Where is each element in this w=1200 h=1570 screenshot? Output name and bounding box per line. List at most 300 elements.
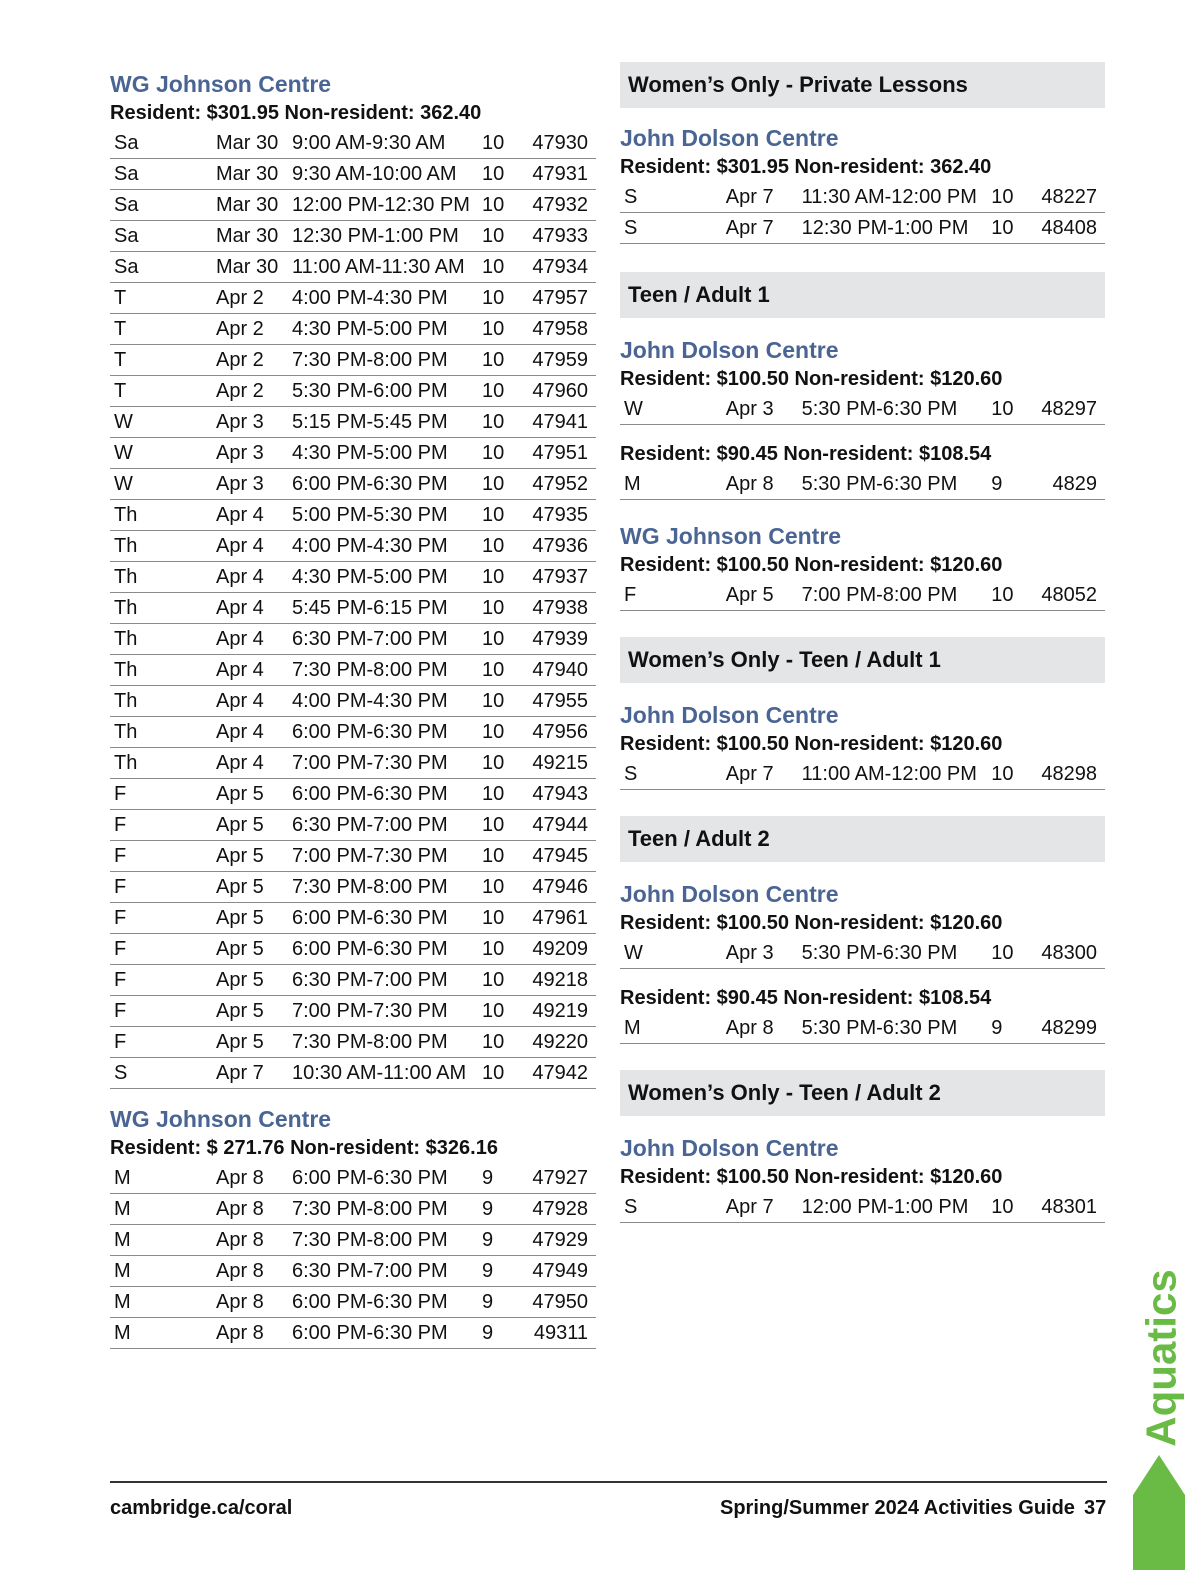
- day-cell: Sa: [114, 162, 139, 185]
- venue-heading: WG Johnson Centre: [110, 71, 332, 97]
- table-row: [110, 1163, 596, 1194]
- date-cell: Apr 8: [725, 1016, 774, 1039]
- time-cell: 6:00 PM-6:30 PM: [292, 1321, 448, 1344]
- day-cell: F: [114, 1030, 127, 1053]
- spots-cell: 9: [482, 1197, 494, 1220]
- section-tab: [1140, 1270, 1184, 1446]
- spots-cell: 10: [482, 503, 505, 526]
- date-cell: Apr 4: [216, 720, 264, 743]
- time-cell: 11:30 AM-12:00 PM: [801, 185, 977, 208]
- day-cell: F: [114, 968, 127, 991]
- date-cell: Apr 2: [216, 317, 264, 340]
- day-cell: F: [114, 906, 127, 929]
- table-row: [110, 872, 596, 903]
- time-cell: 7:30 PM-8:00 PM: [292, 1030, 448, 1053]
- spots-cell: 10: [482, 131, 505, 154]
- code-cell: 47952: [532, 472, 588, 495]
- time-cell: 6:30 PM-7:00 PM: [292, 813, 448, 836]
- day-cell: M: [114, 1197, 131, 1220]
- spots-cell: 10: [991, 583, 1014, 606]
- day-cell: W: [624, 397, 643, 420]
- spots-cell: 10: [482, 410, 505, 433]
- day-cell: M: [114, 1166, 131, 1189]
- spots-cell: 10: [482, 193, 505, 216]
- spots-cell: 10: [482, 999, 505, 1022]
- table-row: [110, 810, 596, 841]
- date-cell: Apr 2: [216, 286, 264, 309]
- code-cell: 47956: [532, 720, 588, 743]
- day-cell: W: [114, 441, 133, 464]
- code-cell: 47943: [532, 782, 588, 805]
- venue-heading: John Dolson Centre: [620, 337, 839, 363]
- day-cell: W: [114, 472, 133, 495]
- time-cell: 9:00 AM-9:30 AM: [292, 131, 446, 154]
- table-row: [110, 779, 596, 810]
- table-row: [110, 562, 596, 593]
- time-cell: 11:00 AM-12:00 PM: [801, 762, 977, 785]
- code-cell: 47931: [532, 162, 588, 185]
- time-cell: 7:00 PM-8:00 PM: [801, 583, 958, 606]
- table-row: [110, 996, 596, 1027]
- table-row: [110, 531, 596, 562]
- date-cell: Apr 5: [216, 999, 264, 1022]
- date-cell: Apr 4: [216, 534, 264, 557]
- table-row: [620, 213, 1105, 244]
- table-row: [110, 128, 596, 159]
- code-cell: 47942: [532, 1061, 588, 1084]
- code-cell: 47951: [532, 441, 588, 464]
- day-cell: T: [114, 286, 127, 309]
- date-cell: Apr 4: [216, 503, 264, 526]
- code-cell: 49219: [532, 999, 588, 1022]
- table-row: [110, 593, 596, 624]
- spots-cell: 10: [482, 534, 505, 557]
- spots-cell: 10: [482, 317, 505, 340]
- code-cell: 49218: [532, 968, 588, 991]
- code-cell: 48298: [1041, 762, 1097, 785]
- table-row: [110, 841, 596, 872]
- table-row: [110, 345, 596, 376]
- day-cell: T: [114, 317, 127, 340]
- section-heading: Women’s Only - Teen / Adult 1: [620, 637, 1105, 683]
- code-cell: 47941: [532, 410, 588, 433]
- day-cell: M: [114, 1321, 131, 1344]
- spots-cell: 10: [482, 968, 505, 991]
- venue-heading: John Dolson Centre: [620, 881, 839, 907]
- schedule-table: [620, 580, 1105, 611]
- day-cell: Th: [114, 534, 138, 557]
- spots-cell: 10: [482, 472, 505, 495]
- time-cell: 12:30 PM-1:00 PM: [292, 224, 459, 247]
- fee-line: Resident: $301.95 Non-resident: 362.40: [110, 102, 482, 124]
- code-cell: 48297: [1041, 397, 1097, 420]
- day-cell: F: [114, 999, 127, 1022]
- day-cell: F: [114, 875, 127, 898]
- schedule-table: [620, 938, 1105, 969]
- footer-divider: [110, 1481, 1107, 1483]
- code-cell: 47961: [532, 906, 588, 929]
- code-cell: 47940: [532, 658, 588, 681]
- table-row: [110, 965, 596, 996]
- spots-cell: 10: [482, 844, 505, 867]
- date-cell: Apr 8: [216, 1166, 264, 1189]
- spots-cell: 10: [482, 596, 505, 619]
- table-row: [620, 469, 1105, 500]
- table-row: [110, 624, 596, 655]
- time-cell: 7:00 PM-7:30 PM: [292, 999, 448, 1022]
- day-cell: S: [624, 185, 638, 208]
- date-cell: Apr 7: [725, 1195, 774, 1218]
- date-cell: Apr 5: [216, 813, 264, 836]
- table-row: [110, 407, 596, 438]
- code-cell: 47950: [532, 1290, 588, 1313]
- day-cell: Th: [114, 627, 138, 650]
- section-heading: Women’s Only - Private Lessons: [620, 62, 1105, 108]
- spots-cell: 10: [482, 937, 505, 960]
- spots-cell: 10: [482, 627, 505, 650]
- date-cell: Apr 3: [216, 410, 264, 433]
- date-cell: Apr 5: [216, 937, 264, 960]
- table-row: [110, 1318, 596, 1349]
- time-cell: 5:15 PM-5:45 PM: [292, 410, 448, 433]
- time-cell: 9:30 AM-10:00 AM: [292, 162, 457, 185]
- code-cell: 47949: [532, 1259, 588, 1282]
- day-cell: S: [114, 1061, 128, 1084]
- date-cell: Apr 7: [216, 1061, 264, 1084]
- table-row: [620, 182, 1105, 213]
- spots-cell: 10: [482, 565, 505, 588]
- spots-cell: 10: [482, 162, 505, 185]
- time-cell: 7:30 PM-8:00 PM: [292, 1228, 448, 1251]
- table-row: [110, 1027, 596, 1058]
- date-cell: Apr 5: [216, 782, 264, 805]
- code-cell: 47936: [532, 534, 588, 557]
- spots-cell: 10: [482, 286, 505, 309]
- day-cell: M: [624, 1016, 641, 1039]
- spots-cell: 10: [482, 906, 505, 929]
- table-row: [110, 1225, 596, 1256]
- code-cell: 47934: [532, 255, 588, 278]
- time-cell: 12:30 PM-1:00 PM: [801, 216, 969, 239]
- spots-cell: 10: [991, 762, 1014, 785]
- tab-arrow-icon: [1133, 1455, 1185, 1570]
- date-cell: Apr 8: [725, 472, 774, 495]
- time-cell: 6:00 PM-6:30 PM: [292, 906, 448, 929]
- code-cell: 49209: [532, 937, 588, 960]
- time-cell: 5:30 PM-6:30 PM: [801, 941, 958, 964]
- day-cell: S: [624, 762, 638, 785]
- date-cell: Apr 4: [216, 596, 264, 619]
- spots-cell: 10: [991, 216, 1014, 239]
- left-column: [110, 0, 596, 1349]
- time-cell: 5:30 PM-6:30 PM: [801, 397, 958, 420]
- time-cell: 7:30 PM-8:00 PM: [292, 658, 448, 681]
- venue-heading: John Dolson Centre: [620, 1135, 839, 1161]
- code-cell: 47932: [532, 193, 588, 216]
- schedule-table: [110, 128, 596, 1089]
- section-tab-label: Aquatics: [1138, 1269, 1185, 1447]
- fee-line: Resident: $100.50 Non-resident: $120.60: [620, 1166, 1003, 1188]
- date-cell: Mar 30: [216, 131, 279, 154]
- date-cell: Apr 5: [216, 968, 264, 991]
- spots-cell: 10: [482, 751, 505, 774]
- section-heading: Teen / Adult 2: [620, 816, 1105, 862]
- table-row: [110, 1287, 596, 1318]
- table-row: [110, 903, 596, 934]
- schedule-table: [620, 394, 1105, 425]
- time-cell: 6:30 PM-7:00 PM: [292, 627, 448, 650]
- time-cell: 6:00 PM-6:30 PM: [292, 1166, 448, 1189]
- date-cell: Apr 4: [216, 627, 264, 650]
- code-cell: 47928: [532, 1197, 588, 1220]
- code-cell: 49220: [532, 1030, 588, 1053]
- code-cell: 47959: [532, 348, 588, 371]
- table-row: [620, 759, 1105, 790]
- date-cell: Apr 8: [216, 1290, 264, 1313]
- date-cell: Apr 2: [216, 348, 264, 371]
- date-cell: Apr 5: [216, 906, 264, 929]
- code-cell: 47939: [532, 627, 588, 650]
- date-cell: Apr 4: [216, 751, 264, 774]
- code-cell: 47957: [532, 286, 588, 309]
- time-cell: 6:00 PM-6:30 PM: [292, 782, 448, 805]
- spots-cell: 10: [482, 813, 505, 836]
- code-cell: 48301: [1041, 1195, 1097, 1218]
- code-cell: 49215: [532, 751, 588, 774]
- schedule-table: [620, 759, 1105, 790]
- fee-line: Resident: $301.95 Non-resident: 362.40: [620, 156, 992, 178]
- date-cell: Apr 3: [216, 472, 264, 495]
- code-cell: 48300: [1041, 941, 1097, 964]
- time-cell: 4:30 PM-5:00 PM: [292, 565, 448, 588]
- spots-cell: 10: [991, 941, 1014, 964]
- day-cell: S: [624, 216, 638, 239]
- table-row: [110, 376, 596, 407]
- fee-line: Resident: $100.50 Non-resident: $120.60: [620, 368, 1003, 390]
- time-cell: 10:30 AM-11:00 AM: [292, 1061, 467, 1084]
- fee-line: Resident: $90.45 Non-resident: $108.54: [620, 443, 992, 465]
- schedule-table: [620, 182, 1105, 244]
- code-cell: 47929: [532, 1228, 588, 1251]
- table-row: [620, 1192, 1105, 1223]
- spots-cell: 9: [482, 1321, 494, 1344]
- time-cell: 6:30 PM-7:00 PM: [292, 968, 448, 991]
- date-cell: Apr 5: [725, 583, 774, 606]
- code-cell: 47944: [532, 813, 588, 836]
- table-row: [110, 748, 596, 779]
- time-cell: 12:00 PM-12:30 PM: [292, 193, 470, 216]
- time-cell: 4:00 PM-4:30 PM: [292, 286, 448, 309]
- spots-cell: 9: [991, 472, 1003, 495]
- day-cell: M: [624, 472, 641, 495]
- time-cell: 5:30 PM-6:30 PM: [801, 472, 958, 495]
- spots-cell: 10: [482, 1030, 505, 1053]
- time-cell: 4:30 PM-5:00 PM: [292, 441, 448, 464]
- table-row: [110, 1194, 596, 1225]
- date-cell: Mar 30: [216, 193, 279, 216]
- code-cell: 49311: [533, 1321, 588, 1344]
- time-cell: 5:00 PM-5:30 PM: [292, 503, 448, 526]
- code-cell: 4829: [1052, 472, 1097, 495]
- date-cell: Apr 3: [725, 397, 774, 420]
- day-cell: Th: [114, 658, 138, 681]
- code-cell: 47927: [532, 1166, 588, 1189]
- time-cell: 7:30 PM-8:00 PM: [292, 875, 448, 898]
- table-row: [110, 655, 596, 686]
- table-row: [110, 934, 596, 965]
- fee-line: Resident: $ 271.76 Non-resident: $326.16: [110, 1137, 498, 1159]
- table-row: [110, 314, 596, 345]
- day-cell: Th: [114, 720, 138, 743]
- date-cell: Apr 2: [216, 379, 264, 402]
- date-cell: Apr 7: [725, 185, 774, 208]
- spots-cell: 10: [991, 397, 1014, 420]
- footer-url: cambridge.ca/coral: [110, 1497, 293, 1519]
- date-cell: Apr 7: [725, 216, 774, 239]
- venue-heading: WG Johnson Centre: [620, 523, 842, 549]
- footer-guide-title: Spring/Summer 2024 Activities Guide: [720, 1497, 1075, 1519]
- day-cell: M: [114, 1259, 131, 1282]
- schedule-table: [620, 1013, 1105, 1044]
- spots-cell: 10: [991, 1195, 1014, 1218]
- time-cell: 4:30 PM-5:00 PM: [292, 317, 448, 340]
- spots-cell: 10: [482, 875, 505, 898]
- day-cell: Sa: [114, 224, 139, 247]
- code-cell: 47960: [532, 379, 588, 402]
- table-row: [620, 938, 1105, 969]
- date-cell: Apr 4: [216, 658, 264, 681]
- section-heading: Women’s Only - Teen / Adult 2: [620, 1070, 1105, 1116]
- code-cell: 47935: [532, 503, 588, 526]
- code-cell: 47930: [532, 131, 588, 154]
- date-cell: Mar 30: [216, 255, 279, 278]
- code-cell: 47933: [532, 224, 588, 247]
- time-cell: 6:00 PM-6:30 PM: [292, 1290, 448, 1313]
- day-cell: T: [114, 348, 127, 371]
- day-cell: Th: [114, 596, 138, 619]
- table-row: [110, 469, 596, 500]
- date-cell: Apr 8: [216, 1228, 264, 1251]
- spots-cell: 10: [482, 348, 505, 371]
- spots-cell: 10: [482, 689, 505, 712]
- fee-line: Resident: $100.50 Non-resident: $120.60: [620, 733, 1003, 755]
- table-row: [110, 686, 596, 717]
- spots-cell: 10: [991, 185, 1014, 208]
- date-cell: Apr 7: [725, 762, 774, 785]
- schedule-table: [110, 1163, 596, 1349]
- day-cell: M: [114, 1290, 131, 1313]
- day-cell: F: [114, 813, 127, 836]
- date-cell: Apr 4: [216, 689, 264, 712]
- fee-line: Resident: $100.50 Non-resident: $120.60: [620, 912, 1003, 934]
- spots-cell: 9: [482, 1166, 494, 1189]
- table-row: [620, 394, 1105, 425]
- day-cell: Th: [114, 503, 138, 526]
- spots-cell: 9: [482, 1228, 494, 1251]
- date-cell: Apr 5: [216, 1030, 264, 1053]
- fee-line: Resident: $100.50 Non-resident: $120.60: [620, 554, 1003, 576]
- day-cell: T: [114, 379, 127, 402]
- table-row: [110, 1256, 596, 1287]
- day-cell: Sa: [114, 131, 139, 154]
- section-heading: Teen / Adult 1: [620, 272, 1105, 318]
- code-cell: 48408: [1041, 216, 1097, 239]
- code-cell: 47946: [532, 875, 588, 898]
- table-row: [110, 438, 596, 469]
- spots-cell: 10: [482, 441, 505, 464]
- day-cell: S: [624, 1195, 638, 1218]
- day-cell: W: [624, 941, 643, 964]
- table-row: [110, 190, 596, 221]
- time-cell: 4:00 PM-4:30 PM: [292, 689, 448, 712]
- day-cell: F: [114, 937, 127, 960]
- day-cell: M: [114, 1228, 131, 1251]
- spots-cell: 9: [482, 1290, 494, 1313]
- table-row: [110, 221, 596, 252]
- day-cell: Sa: [114, 193, 139, 216]
- date-cell: Apr 4: [216, 565, 264, 588]
- day-cell: F: [624, 583, 637, 606]
- spots-cell: 10: [482, 224, 505, 247]
- day-cell: Th: [114, 565, 138, 588]
- time-cell: 12:00 PM-1:00 PM: [801, 1195, 969, 1218]
- table-row: [110, 717, 596, 748]
- time-cell: 6:30 PM-7:00 PM: [292, 1259, 448, 1282]
- day-cell: Th: [114, 751, 138, 774]
- table-row: [620, 580, 1105, 611]
- date-cell: Mar 30: [216, 162, 279, 185]
- time-cell: 7:00 PM-7:30 PM: [292, 751, 448, 774]
- day-cell: Th: [114, 689, 138, 712]
- fee-line: Resident: $90.45 Non-resident: $108.54: [620, 987, 992, 1009]
- table-row: [110, 252, 596, 283]
- venue-heading: WG Johnson Centre: [110, 1106, 332, 1132]
- day-cell: F: [114, 782, 127, 805]
- table-row: [110, 1058, 596, 1089]
- code-cell: 47958: [532, 317, 588, 340]
- spots-cell: 9: [482, 1259, 494, 1282]
- venue-heading: John Dolson Centre: [620, 702, 839, 728]
- spots-cell: 10: [482, 1061, 505, 1084]
- spots-cell: 10: [482, 782, 505, 805]
- table-row: [110, 500, 596, 531]
- spots-cell: 10: [482, 720, 505, 743]
- code-cell: 47938: [532, 596, 588, 619]
- code-cell: 47955: [532, 689, 588, 712]
- time-cell: 4:00 PM-4:30 PM: [292, 534, 448, 557]
- time-cell: 6:00 PM-6:30 PM: [292, 472, 448, 495]
- spots-cell: 10: [482, 255, 505, 278]
- time-cell: 11:00 AM-11:30 AM: [292, 255, 465, 278]
- spots-cell: 9: [991, 1016, 1003, 1039]
- date-cell: Apr 5: [216, 844, 264, 867]
- page-number: 37: [1084, 1497, 1107, 1519]
- code-cell: 48052: [1041, 583, 1097, 606]
- date-cell: Apr 8: [216, 1259, 264, 1282]
- time-cell: 7:30 PM-8:00 PM: [292, 348, 448, 371]
- code-cell: 48227: [1041, 185, 1097, 208]
- time-cell: 5:45 PM-6:15 PM: [292, 596, 448, 619]
- spots-cell: 10: [482, 658, 505, 681]
- code-cell: 47945: [532, 844, 588, 867]
- date-cell: Apr 8: [216, 1197, 264, 1220]
- right-column: [620, 0, 1105, 1223]
- table-row: [110, 159, 596, 190]
- code-cell: 48299: [1041, 1016, 1097, 1039]
- table-row: [620, 1013, 1105, 1044]
- time-cell: 5:30 PM-6:30 PM: [801, 1016, 958, 1039]
- date-cell: Mar 30: [216, 224, 279, 247]
